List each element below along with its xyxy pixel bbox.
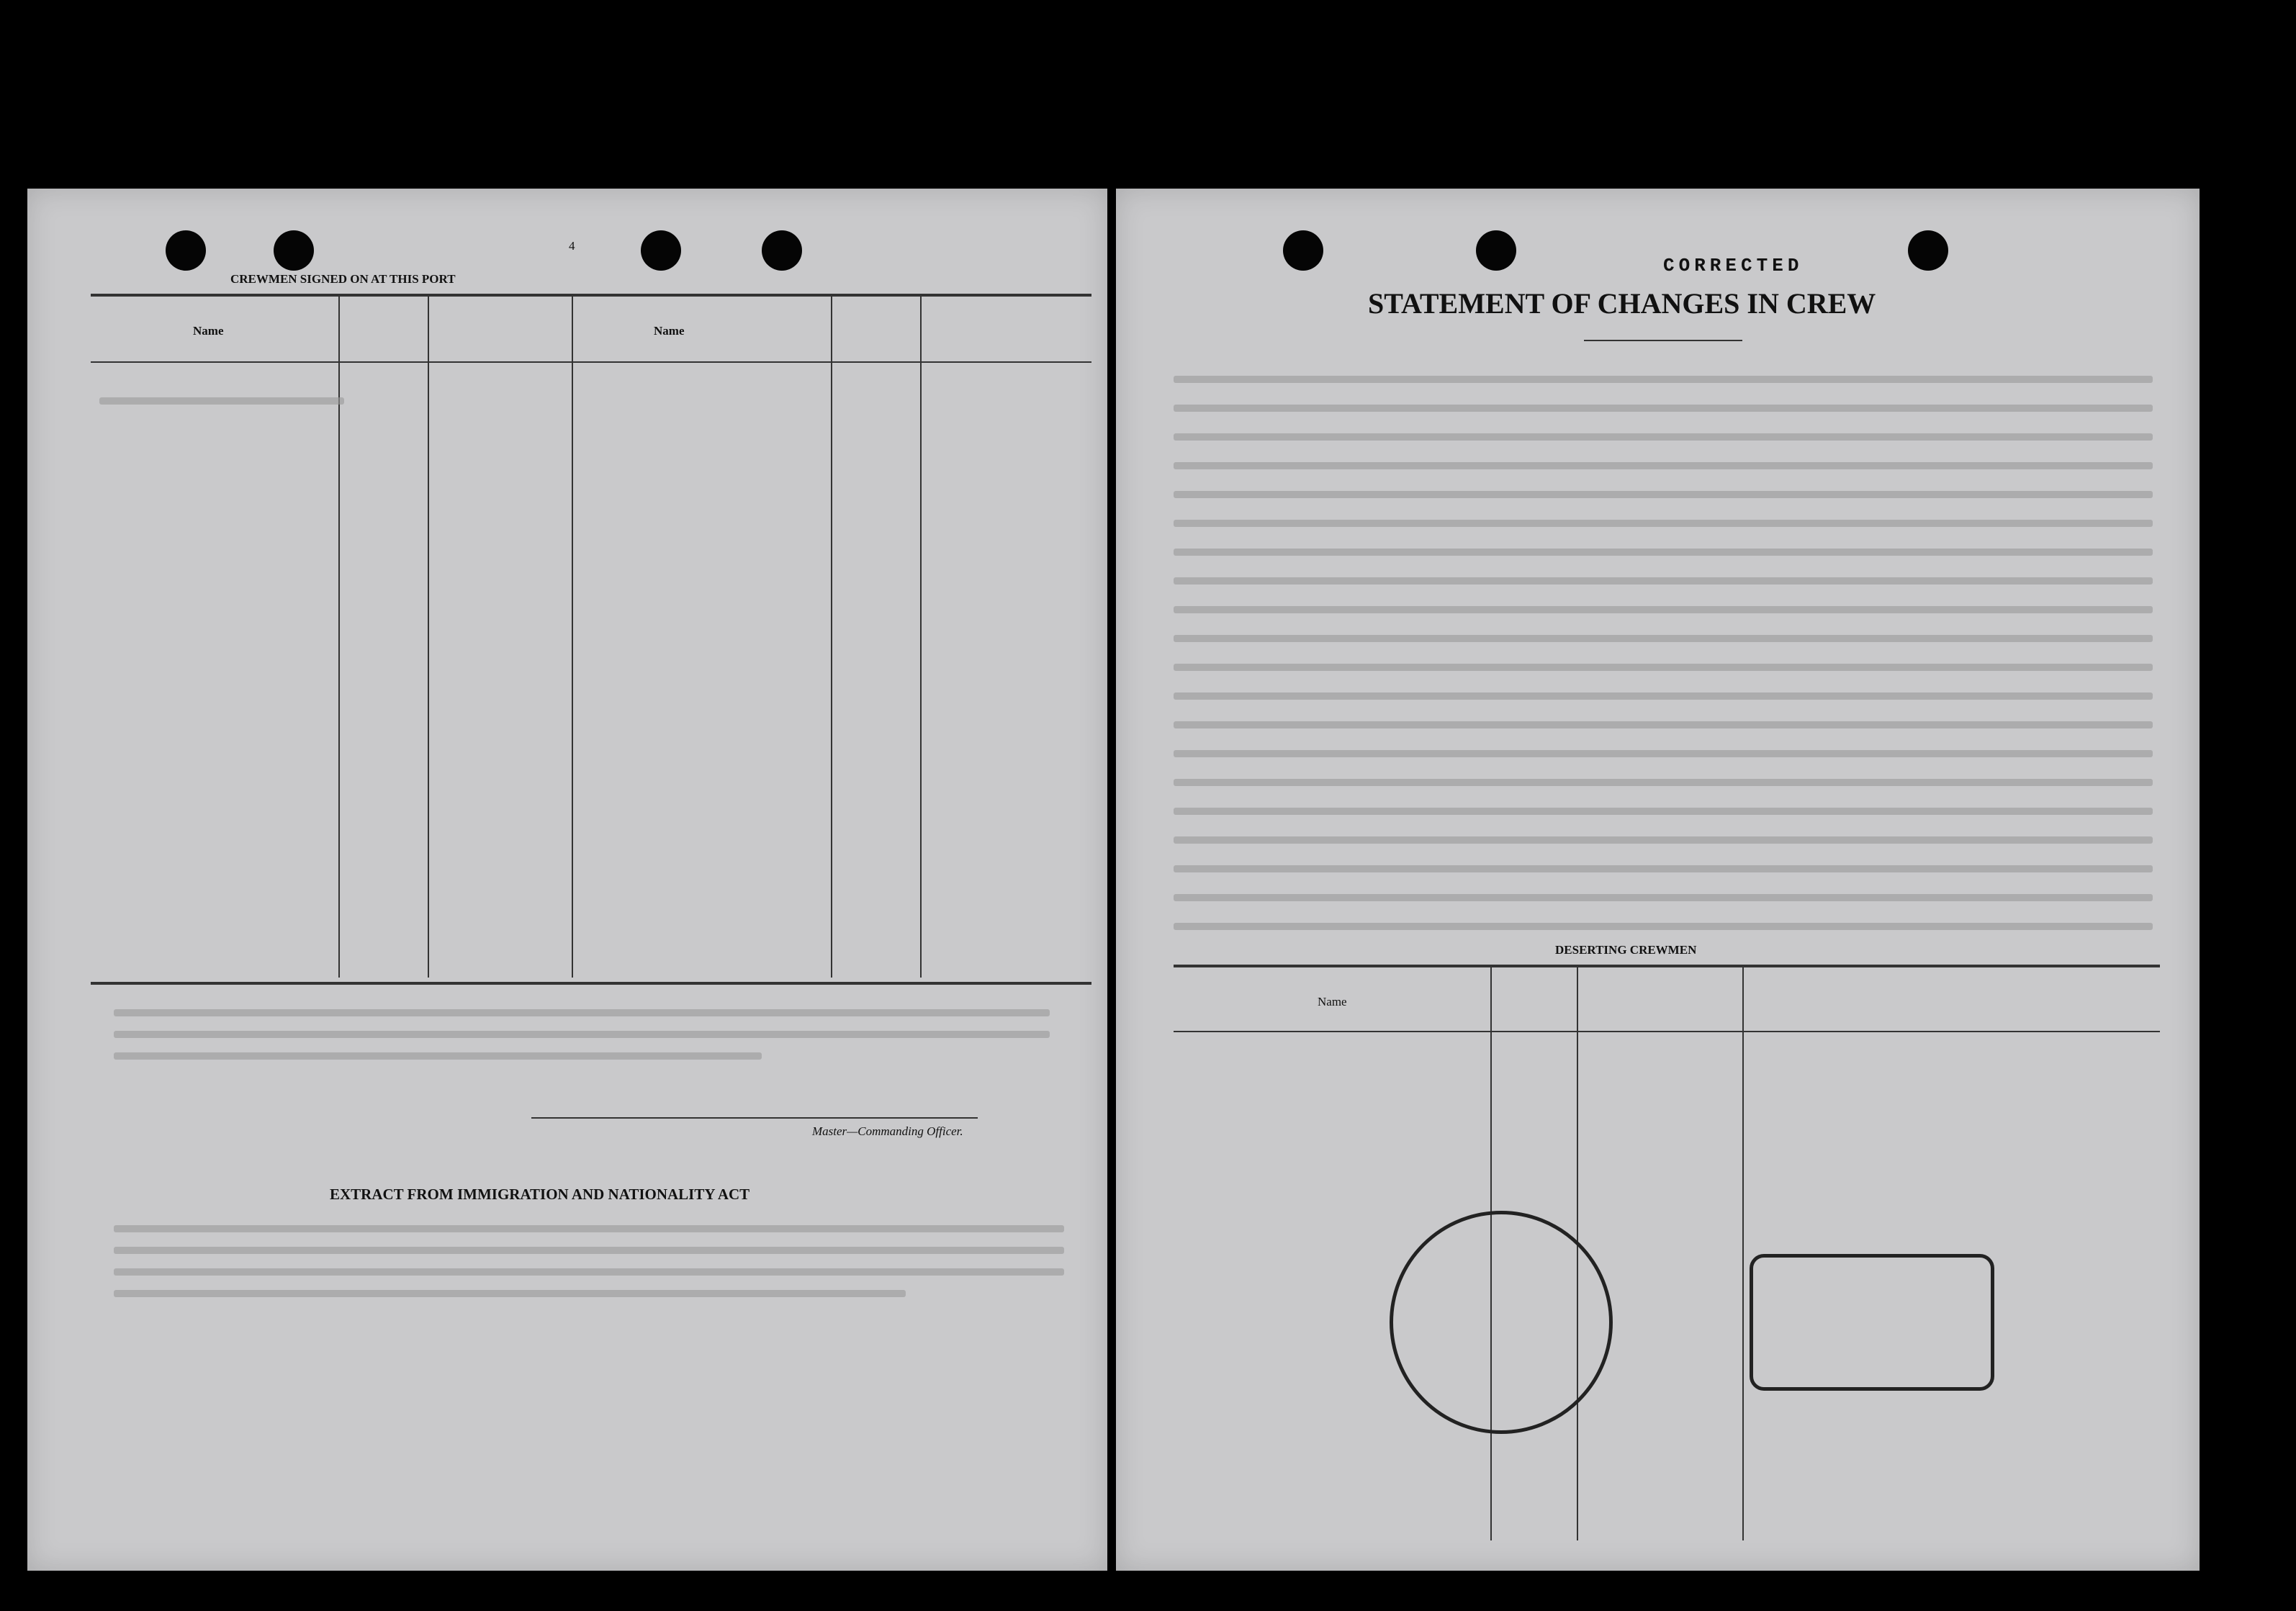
- corrected-label: CORRECTED: [1663, 255, 1804, 276]
- punch-hole: [274, 230, 314, 271]
- divider: [428, 294, 429, 978]
- divider: [1742, 965, 1744, 1540]
- redacted-field: [1174, 577, 2153, 585]
- redacted-field: [1174, 462, 2153, 469]
- redacted-field: [1174, 635, 2153, 642]
- redacted-field: [1174, 808, 2153, 815]
- punch-hole: [1476, 230, 1516, 271]
- punch-hole: [1283, 230, 1323, 271]
- punch-hole: [762, 230, 802, 271]
- redacted-paragraph: [114, 1268, 1064, 1276]
- divider: [920, 294, 922, 978]
- punch-hole: [166, 230, 206, 271]
- divider: [338, 294, 340, 978]
- header-rule: [91, 294, 1091, 297]
- stamp-circle: [1390, 1211, 1613, 1434]
- redacted-field: [1174, 606, 2153, 613]
- col-name: Name: [1318, 995, 1347, 1008]
- redacted-field: [1174, 549, 2153, 556]
- title-rule: [1584, 340, 1742, 341]
- document-title: STATEMENT OF CHANGES IN CREW: [1368, 287, 1876, 320]
- redacted-field: [1174, 894, 2153, 901]
- stamp-rect: [1750, 1254, 1994, 1391]
- redacted-paragraph: [114, 1009, 1050, 1016]
- redacted-field: [1174, 664, 2153, 671]
- section-rule: [1174, 965, 2160, 967]
- redacted-paragraph: [114, 1247, 1064, 1254]
- redacted-field: [1174, 923, 2153, 930]
- left-header: CREWMEN SIGNED ON AT THIS PORT: [230, 272, 456, 286]
- redacted-entry: [99, 397, 344, 405]
- left-page: [27, 189, 1107, 1571]
- signature-line: [531, 1117, 978, 1119]
- redacted-field: [1174, 721, 2153, 728]
- redacted-paragraph: [114, 1225, 1064, 1232]
- section-title: DESERTING CREWMEN: [1555, 943, 1697, 957]
- redacted-paragraph: [114, 1031, 1050, 1038]
- redacted-field: [1174, 520, 2153, 527]
- redacted-field: [1174, 836, 2153, 844]
- redacted-field: [1174, 433, 2153, 441]
- column-header-rule: [1174, 1031, 2160, 1032]
- redacted-field: [1174, 405, 2153, 412]
- table-bottom-rule: [91, 982, 1091, 985]
- col-name-left: Name: [193, 324, 224, 338]
- redacted-field: [1174, 750, 2153, 757]
- extract-title: EXTRACT FROM IMMIGRATION AND NATIONALITY ACT: [330, 1186, 750, 1203]
- right-page: [1116, 189, 2200, 1571]
- column-header-rule: [91, 361, 1091, 363]
- redacted-field: [1174, 491, 2153, 498]
- redacted-field: [1174, 779, 2153, 786]
- redacted-paragraph: [114, 1290, 906, 1297]
- punch-hole: [1908, 230, 1948, 271]
- redacted-field: [1174, 692, 2153, 700]
- signature-caption: Master—Commanding Officer.: [812, 1124, 963, 1138]
- col-name-right: Name: [654, 324, 685, 338]
- divider: [831, 294, 832, 978]
- divider: [572, 294, 573, 978]
- redacted-field: [1174, 865, 2153, 872]
- redacted-paragraph: [114, 1052, 762, 1060]
- page-number: 4: [569, 239, 575, 253]
- redacted-field: [1174, 376, 2153, 383]
- punch-hole: [641, 230, 681, 271]
